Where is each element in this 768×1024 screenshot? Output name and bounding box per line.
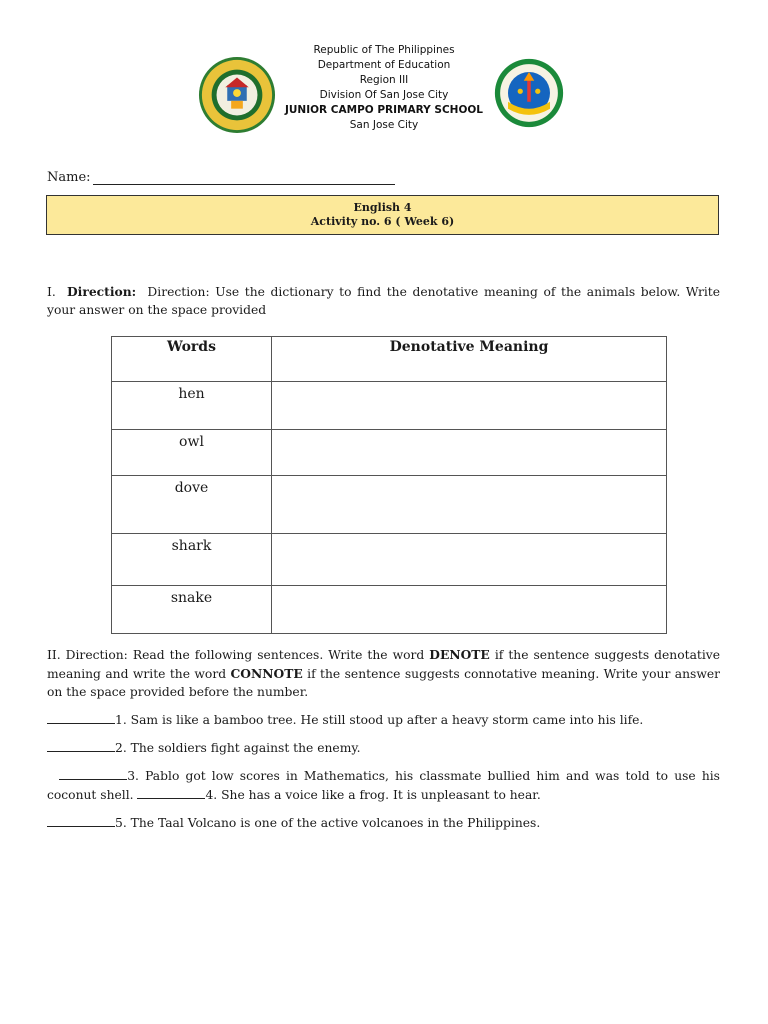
col-meaning-header: Denotative Meaning — [272, 337, 667, 382]
answer-cell[interactable] — [272, 382, 667, 430]
item-text: 2. The soldiers fight against the enemy. — [115, 741, 361, 755]
part2-text-c: if the sentence suggests connotative meaning. Write your answer on the space provided before the number. — [47, 666, 720, 699]
word-cell: hen — [112, 382, 272, 430]
word-cell: dove — [112, 476, 272, 534]
answer-cell[interactable] — [272, 534, 667, 586]
part2-connote-word: CONNOTE — [230, 665, 303, 681]
item-text: 1. Sam is like a bamboo tree. He still stood up after a heavy storm came into his life. — [115, 713, 644, 727]
banner-activity: Activity no. 6 ( Week 6) — [310, 215, 455, 228]
part2-text-a: II. Direction: Read the following sentences. Write the word — [47, 648, 430, 662]
name-blank-line[interactable] — [93, 170, 395, 185]
header-school-name: JUNIOR CAMPO PRIMARY SCHOOL — [285, 104, 483, 116]
table-header-row — [112, 337, 667, 382]
name-field[interactable] — [47, 170, 395, 185]
table-row — [112, 476, 667, 534]
table-row — [112, 586, 667, 634]
school-header — [234, 43, 534, 133]
word-cell: snake — [112, 586, 272, 634]
activity-banner — [46, 195, 719, 235]
table-row — [112, 430, 667, 476]
header-region: Region III — [359, 74, 409, 86]
part1-heading: Direction: — [67, 284, 137, 299]
part2-direction — [47, 646, 720, 702]
answer-cell[interactable] — [272, 430, 667, 476]
list-item — [47, 739, 720, 758]
part1-text: Direction: Use the dictionary to find the denotative meaning of the animals below. Write your answer on the space provided — [47, 285, 720, 317]
table-row — [112, 534, 667, 586]
answer-cell[interactable] — [272, 586, 667, 634]
banner-subject: English 4 — [353, 201, 412, 214]
part1-number: I. — [47, 285, 56, 299]
header-department: Department of Education — [317, 59, 451, 71]
answer-blank[interactable] — [47, 711, 115, 724]
part2-denote-word: DENOTE — [429, 647, 490, 662]
answer-blank[interactable] — [59, 767, 127, 780]
school-seal-icon — [494, 58, 564, 128]
answer-blank[interactable] — [47, 739, 115, 752]
part2-text-b: if the sentence suggests denotative meaning and write the word — [47, 648, 720, 681]
header-republic: Republic of The Philippines — [313, 44, 455, 56]
list-item — [47, 711, 720, 730]
col-words-header: Words — [112, 337, 272, 382]
list-item — [47, 814, 720, 833]
item-text: 5. The Taal Volcano is one of the active volcanoes in the Philippines. — [115, 816, 541, 830]
answer-blank[interactable] — [47, 814, 115, 827]
header-division: Division Of San Jose City — [319, 89, 449, 101]
list-item — [47, 767, 720, 804]
answer-cell[interactable] — [272, 476, 667, 534]
name-label: Name: — [47, 170, 91, 185]
table-row — [112, 382, 667, 430]
word-cell: owl — [112, 430, 272, 476]
item-text: 4. She has a voice like a frog. It is unpleasant to hear. — [205, 787, 541, 802]
answer-blank[interactable] — [137, 786, 205, 799]
word-cell: shark — [112, 534, 272, 586]
header-city: San Jose City — [349, 119, 419, 131]
denotative-table — [111, 336, 667, 634]
part1-direction — [47, 283, 720, 319]
item-text: 3. Pablo got low scores in Mathematics, his classmate bullied him and was told to use his coconut shell. — [47, 769, 720, 802]
